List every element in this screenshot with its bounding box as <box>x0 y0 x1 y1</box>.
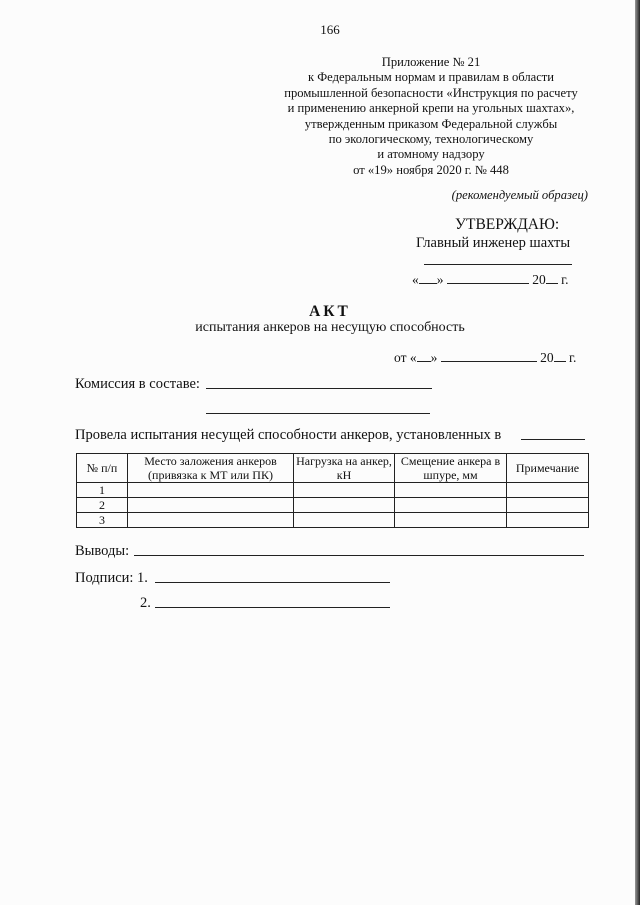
act-title: АКТ <box>309 303 351 320</box>
table-row <box>77 513 589 528</box>
header-location: Место заложения анкеров (привязка к МТ или ПК) <box>128 454 294 483</box>
act-year-blank <box>554 348 566 362</box>
cell-note[interactable] <box>507 513 589 528</box>
signature-line-1 <box>155 582 390 583</box>
commission-line-2 <box>206 413 430 414</box>
row-number: 2 <box>77 498 128 513</box>
cell-load[interactable] <box>294 498 395 513</box>
recommended-label: (рекомендуемый образец) <box>451 188 588 202</box>
table-header-row <box>77 454 589 483</box>
header-note: Примечание <box>507 454 589 483</box>
act-year-suffix: г. <box>568 350 577 365</box>
cell-location[interactable] <box>128 483 294 498</box>
signature-line-2 <box>155 607 390 608</box>
header-number: № п/п <box>77 454 128 483</box>
month-blank <box>447 270 529 284</box>
cell-location[interactable] <box>128 513 294 528</box>
day-blank <box>419 270 437 284</box>
appendix-line: утвержденным приказом Федеральной службы <box>304 116 558 131</box>
row-number: 1 <box>77 483 128 498</box>
act-date-prefix: от « <box>394 350 417 365</box>
date-open-quote: « <box>412 272 419 287</box>
act-date-close-quote: » <box>430 350 438 365</box>
cell-note[interactable] <box>507 498 589 513</box>
commission-line-1 <box>206 388 432 389</box>
appendix-line: к Федеральным нормам и правилам в области <box>307 70 555 85</box>
act-subtitle: испытания анкеров на несущую способность <box>195 320 465 335</box>
cell-note[interactable] <box>507 483 589 498</box>
approval-title: УТВЕРЖДАЮ: <box>455 216 560 233</box>
appendix-line: от «19» ноября 2020 г. № 448 <box>353 162 509 177</box>
conclusions-line <box>134 555 584 556</box>
signatures-label: Подписи: 1. <box>75 570 148 586</box>
year-blank <box>546 270 558 284</box>
scan-edge <box>635 0 640 905</box>
page-number: 166 <box>320 22 340 37</box>
year-suffix: г. <box>561 272 569 287</box>
cell-displacement[interactable] <box>395 513 507 528</box>
row-number: 3 <box>77 513 128 528</box>
date-close-quote: » <box>436 272 444 287</box>
year-prefix: 20 <box>532 272 546 287</box>
appendix-block <box>270 55 592 178</box>
appendix-line: по экологическому, технологическому <box>328 132 534 147</box>
appendix-line: промышленной безопасности «Инструкция по расчету <box>284 85 578 100</box>
signature-2-label: 2. <box>140 595 151 611</box>
cell-load[interactable] <box>294 513 395 528</box>
act-year-prefix: 20 <box>540 350 554 365</box>
approval-date <box>412 270 569 288</box>
appendix-line: Приложение № 21 <box>381 55 481 69</box>
conclusions-label: Выводы: <box>75 543 130 559</box>
test-results-table <box>76 453 589 528</box>
table-row <box>77 498 589 513</box>
commission-label: Комиссия в составе: <box>75 376 200 392</box>
header-displacement: Смещение анкера в шпуре, мм <box>395 454 507 483</box>
act-month-blank <box>441 348 537 362</box>
tested-label: Провела испытания несущей способности анкеров, установленных в <box>75 427 502 443</box>
tested-location-line <box>521 439 585 440</box>
appendix-line: и применению анкерной крепи на угольных шахтах», <box>287 101 575 116</box>
cell-load[interactable] <box>294 483 395 498</box>
table-row <box>77 483 589 498</box>
approval-signature-line <box>424 264 572 265</box>
cell-displacement[interactable] <box>395 483 507 498</box>
act-day-blank <box>417 348 431 362</box>
appendix-line: и атомному надзору <box>377 147 485 162</box>
cell-location[interactable] <box>128 498 294 513</box>
header-load: Нагрузка на анкер, кН <box>294 454 395 483</box>
act-date <box>394 348 576 366</box>
approval-role: Главный инженер шахты <box>416 235 571 251</box>
cell-displacement[interactable] <box>395 498 507 513</box>
